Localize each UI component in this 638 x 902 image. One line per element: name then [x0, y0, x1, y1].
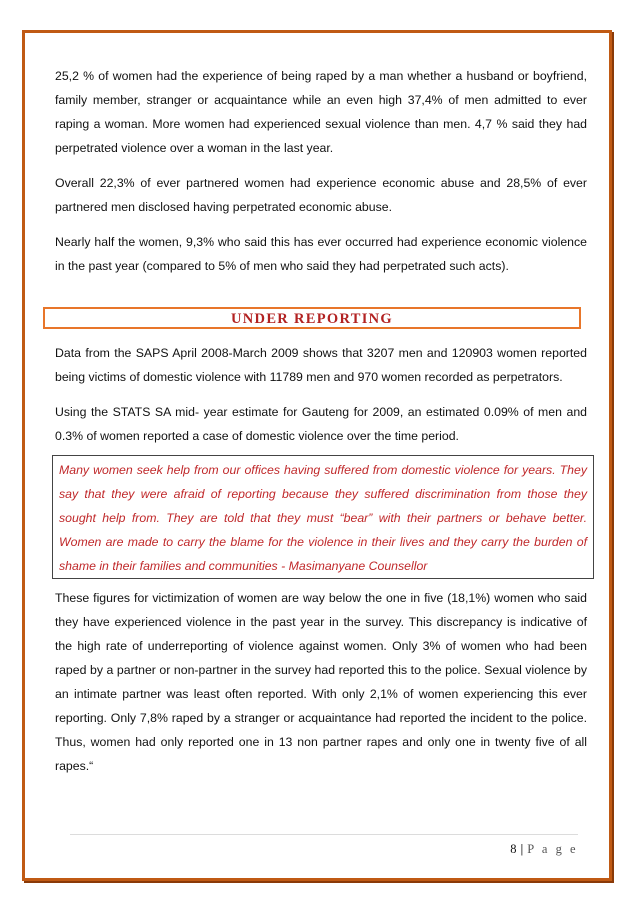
section-heading: UNDER REPORTING: [231, 311, 393, 327]
footer-separator: |: [520, 842, 524, 856]
footer-divider: [70, 834, 578, 835]
counsellor-quote: Many women seek help from our offices having suffered from domestic violence for years. They say that they were afraid of reporting because they suffered discrimination from those they sought help from. They are told that they must “bear” with their partners or behave better. Women are made to carry the blame for the violence in their lives and they carry the burden of shame in their families and communities - Masimanyane Counsellor: [59, 463, 587, 573]
paragraph-underreporting: These figures for victimization of women are way below the one in five (18,1%) women who said they have experienced violence in the past year in the survey. This discrepancy is indicative of the high rate of underreporting of violence against women. Only 3% of women who had been raped by a partner or non-partner in the survey had reported this to the police. Sexual violence by an intimate partner was least often reported. With only 2,1% of women experiencing this ever reporting. Only 7,8% raped by a stranger or acquaintance had reported the incident to the police. Thus, women had only reported one in 13 non partner rapes and only one in twenty five of all rapes.“: [55, 591, 587, 773]
paragraph-economic-abuse: Overall 22,3% of ever partnered women had experience economic abuse and 28,5% of ever partnered men disclosed having perpetrated economic abuse.: [55, 176, 587, 214]
paragraph-rape-stats: 25,2 % of women had the experience of being raped by a man whether a husband or boyfriend, family member, stranger or acquaintance while an even high 37,4% of men admitted to ever raping a woman. More women had experienced sexual violence than men. 4,7 % said they had perpetrated violence over a woman in the last year.: [55, 69, 587, 155]
page-footer: [510, 842, 578, 857]
page-number: 8: [510, 842, 517, 856]
bottom-text-block: [55, 586, 587, 789]
mid-text-block: [55, 341, 587, 459]
top-text-block: [55, 64, 587, 289]
page-label: P a g e: [527, 842, 578, 856]
counsellor-quote-box: [52, 455, 594, 579]
paragraph-past-year: Nearly half the women, 9,3% who said this has ever occurred had experience economic violence in the past year (compared to 5% of men who said they had perpetrated such acts).: [55, 235, 587, 273]
section-heading-box: [43, 307, 581, 329]
paragraph-saps-data: Data from the SAPS April 2008-March 2009 shows that 3207 men and 120903 women reported being victims of domestic violence with 11789 men and 970 women recorded as perpetrators.: [55, 346, 587, 384]
paragraph-stats-sa: Using the STATS SA mid- year estimate for Gauteng for 2009, an estimated 0.09% of men and 0.3% of women reported a case of domestic violence over the time period.: [55, 405, 587, 443]
